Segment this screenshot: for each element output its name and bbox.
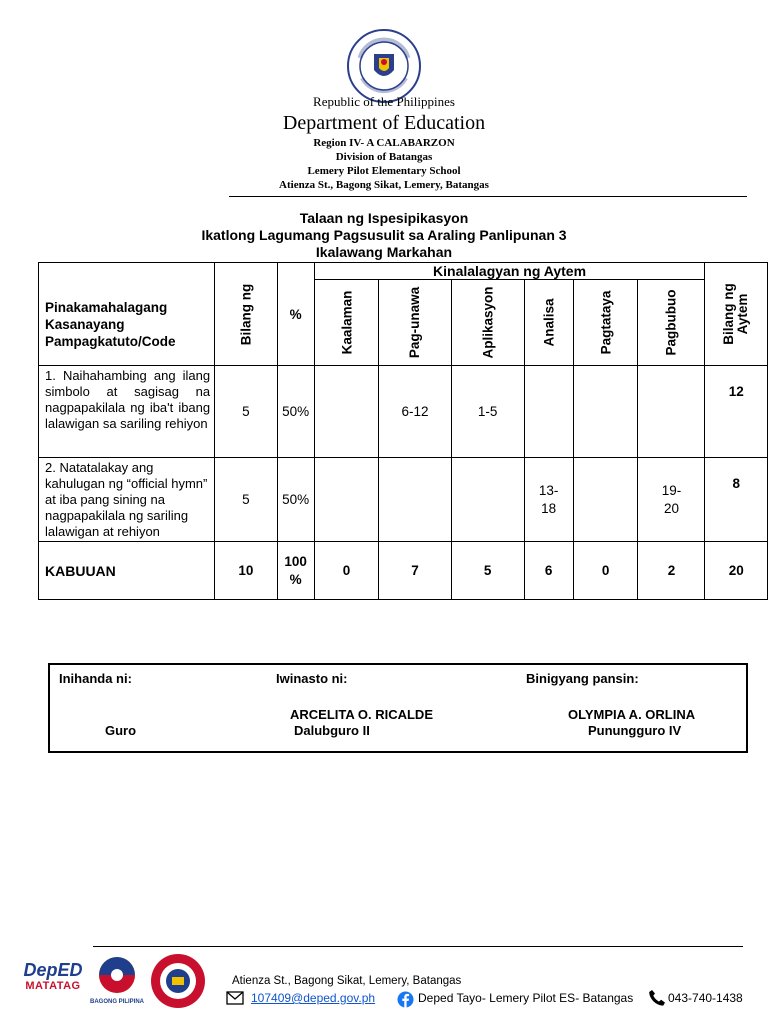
footer-facebook: Deped Tayo- Lemery Pilot ES- Batangas	[418, 991, 634, 1005]
summary-analisa: 6	[524, 542, 573, 600]
bagong-pilipinas-logo	[90, 955, 144, 1001]
summary-percent: 100 %	[277, 542, 314, 600]
summary-items: 10	[215, 542, 278, 600]
header-items-count: Bilang ng	[215, 263, 278, 366]
title-line3: Ikalawang Markahan	[315, 244, 453, 260]
footer-address: Atienza St., Bagong Sikat, Lemery, Batangas	[232, 975, 462, 987]
row2-analisa: 13- 18	[524, 458, 573, 542]
row1-pagbubuo	[638, 366, 705, 458]
title-line1: Talaan ng Ispesipikasyon	[299, 210, 469, 226]
header-percent: %	[277, 263, 314, 366]
row1-aplikasyon: 1-5	[451, 366, 524, 458]
department-text: Department of Education	[282, 112, 486, 134]
summary-pagbubuo: 2	[638, 542, 705, 600]
row2-pag-unawa	[379, 458, 451, 542]
footer-phone: 043-740-1438	[668, 991, 743, 1005]
row2-total: 8	[705, 458, 768, 542]
school-seal-logo	[146, 952, 210, 1010]
table-row	[39, 366, 768, 458]
specification-table	[38, 262, 768, 600]
summary-label: KABUUAN	[39, 542, 215, 600]
row2-pagtataya	[573, 458, 638, 542]
row2-competency: 2. Natatalakay ang kahulugan ng “official hymn” at iba pang sining na nagpapakilala ng sariling lalawigan at rehiyon	[39, 458, 215, 542]
noted-label: Binigyang pansin:	[526, 671, 639, 686]
table-row	[39, 458, 768, 542]
header-competency: Pinakamahalagang Kasanayang Pampagkatuto/Code	[39, 263, 215, 366]
footer-email-link[interactable]: 107409@deped.gov.ph	[251, 991, 376, 1005]
region-text: Region IV- A CALABARZON	[313, 137, 455, 149]
row1-percent: 50%	[277, 366, 314, 458]
summary-aplikasyon: 5	[451, 542, 524, 600]
checked-role: Dalubguro II	[294, 723, 370, 738]
prepared-role: Guro	[105, 723, 137, 738]
row2-items: 5	[215, 458, 278, 542]
row2-percent: 50%	[277, 458, 314, 542]
header-total-items: Bilang ng Aytem	[705, 263, 768, 366]
deped-matatag-logo: DepED MATATAG	[23, 960, 83, 992]
summary-pagtataya: 0	[573, 542, 638, 600]
header-level-pag-unawa: Pag-unawa	[379, 280, 451, 366]
row1-pagtataya	[573, 366, 638, 458]
header-level-kaalaman: Kaalaman	[314, 280, 379, 366]
row2-aplikasyon	[451, 458, 524, 542]
division-text: Division of Batangas	[335, 151, 433, 163]
header-level-analisa: Analisa	[524, 280, 573, 366]
header-level-aplikasyon: Aplikasyon	[451, 280, 524, 366]
row1-pag-unawa: 6-12	[379, 366, 451, 458]
checked-label: Iwinasto ni:	[276, 671, 348, 686]
row1-analisa	[524, 366, 573, 458]
phone-icon	[648, 989, 666, 1007]
signature-box	[48, 663, 748, 753]
summary-pag-unawa: 7	[379, 542, 451, 600]
bagong-pilipinas-caption: BAGONG PILIPINA	[89, 999, 144, 1005]
noted-name: OLYMPIA A. ORLINA	[568, 707, 696, 722]
summary-kaalaman: 0	[314, 542, 379, 600]
row2-kaalaman	[314, 458, 379, 542]
row1-kaalaman	[314, 366, 379, 458]
email-icon	[226, 991, 244, 1005]
deped-seal-logo	[346, 28, 422, 104]
header-item-placement: Kinalalagyan ng Aytem	[314, 263, 705, 280]
header-level-pagtataya: Pagtataya	[573, 280, 638, 366]
row1-total: 12	[705, 366, 768, 458]
footer-divider	[93, 946, 743, 947]
header-level-pagbubuo: Pagbubuo	[638, 280, 705, 366]
row1-items: 5	[215, 366, 278, 458]
title-line2: Ikatlong Lagumang Pagsusulit sa Araling Panlipunan 3	[201, 227, 567, 243]
header-divider	[229, 196, 747, 197]
row2-pagbubuo: 19- 20	[638, 458, 705, 542]
noted-role: Punungguro IV	[588, 723, 682, 738]
summary-total: 20	[705, 542, 768, 600]
row1-competency: 1. Naihahambing ang ilang simbolo at sagisag na nagpapakilala ng iba't ibang lalawigan sa sariling rehiyon	[39, 366, 215, 458]
school-text: Lemery Pilot Elementary School	[307, 165, 461, 177]
summary-row	[39, 542, 768, 600]
prepared-label: Inihanda ni:	[59, 671, 132, 686]
address-text: Atienza St., Bagong Sikat, Lemery, Batangas	[279, 179, 489, 191]
facebook-icon	[397, 991, 414, 1008]
checked-name: ARCELITA O. RICALDE	[290, 707, 433, 722]
republic-text: Republic of the Philippines	[313, 94, 455, 109]
